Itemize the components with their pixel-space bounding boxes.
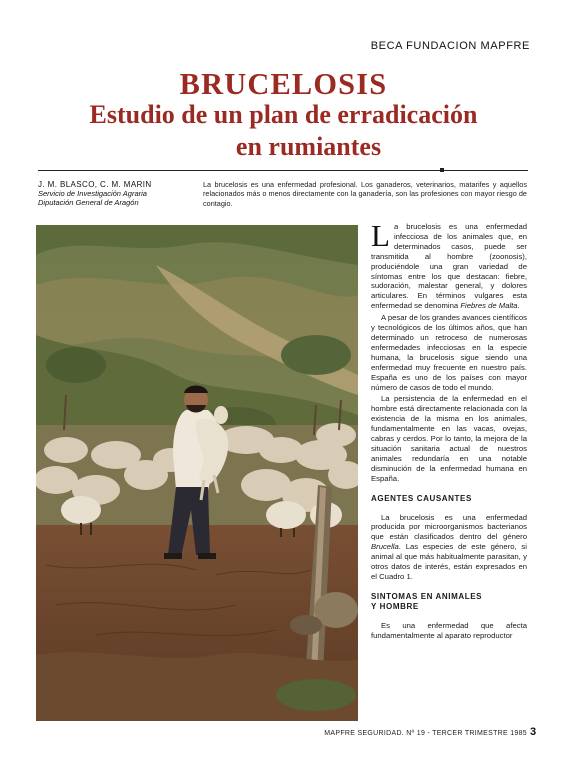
paragraph-1-text: a brucelosis es una enfermedad infecciosa de los animales que, en determinados casos, puede ser transmitida al hombre (zoonosis), produciéndole una gran variedad de síntomas entre los que destacan: fiebre, sudoración, malestar general, y dolores articulares. En términos vulgares esta enfermedad se denomina xyxy=(371,222,527,311)
author-names: J. M. BLASCO, C. M. MARIN xyxy=(38,180,152,189)
paragraph-1 xyxy=(371,218,527,311)
shepherd-photo xyxy=(36,225,358,721)
paragraph-3: La persistencia de la enfermedad en el hombre está directamente relacionada con la existencia de la misma en los animales, fundamentalmente en las vacas, ovejas, cabras y cerdos. Por lo tanto, la mejora de la situación sanitaria actual de nuestros animales redundaría en una notable disminución de la enfermedad humana en España. xyxy=(371,394,527,483)
section-heading-sintomas xyxy=(371,592,527,612)
paragraph-4-end: . Las especies de este género, si animal al que más habitualmente parasitan, y otros datos de interés, están expresados en el Cuadro 1. xyxy=(371,542,527,581)
paragraph-1-emphasis: Fiebres de Malta xyxy=(460,301,518,311)
series-label: BECA FUNDACION MAPFRE xyxy=(370,40,530,52)
title-rule xyxy=(38,170,528,171)
paragraph-4-emphasis: Brucella xyxy=(371,542,399,552)
paragraph-2: A pesar de los grandes avances científicos y tecnológicos de los últimos años, que han determinado un retroceso de numerosas enfermedades infecciosas en la especie humana, la brucelosis sigue siendo una enfermedad muy frecuente en nuestro país. España es uno de los países con mayor número de casos de todo el mundo. xyxy=(371,313,527,392)
article-lead: La brucelosis es una enfermedad profesional. Los ganaderos, veterinarios, matarifes y aquellos relacionados más o menos directamente con la ganadería, son las profesiones con mayor riesgo de contagio. xyxy=(203,180,527,208)
subtitle-line-2: en rumiantes xyxy=(235,132,382,161)
paragraph-1-end: . xyxy=(517,301,520,311)
page-footer: MAPFRE SEGURIDAD. Nº 19 - TERCER TRIMESTRE 1985 xyxy=(324,730,527,737)
article-subtitle xyxy=(0,99,567,163)
subtitle-line-1: Estudio de un plan de erradicación xyxy=(89,100,478,129)
author-affiliation-1: Servicio de Investigación Agraria xyxy=(38,189,147,198)
section-heading-sintomas-line-1: SINTOMAS EN ANIMALES xyxy=(371,591,483,601)
paragraph-4-text: La brucelosis es una enfermedad producida por microorganismos bacterianos que están clasificados dentro del género xyxy=(371,512,527,542)
rule-mark xyxy=(440,168,444,172)
article-title: BRUCELOSIS xyxy=(179,66,388,101)
section-heading-sintomas-line-2: Y HOMBRE xyxy=(371,601,419,611)
paragraph-5: Es una enfermedad que afecta fundamentalmente al aparato reproductor xyxy=(371,620,527,640)
author-affiliation-2: Diputación General de Aragón xyxy=(38,198,139,207)
author-block xyxy=(38,180,198,207)
drop-cap: L xyxy=(371,218,390,253)
paragraph-4 xyxy=(371,513,527,582)
article-body-column xyxy=(371,218,527,643)
section-heading-agentes: AGENTES CAUSANTES xyxy=(371,493,472,503)
page-number: 3 xyxy=(530,726,537,738)
